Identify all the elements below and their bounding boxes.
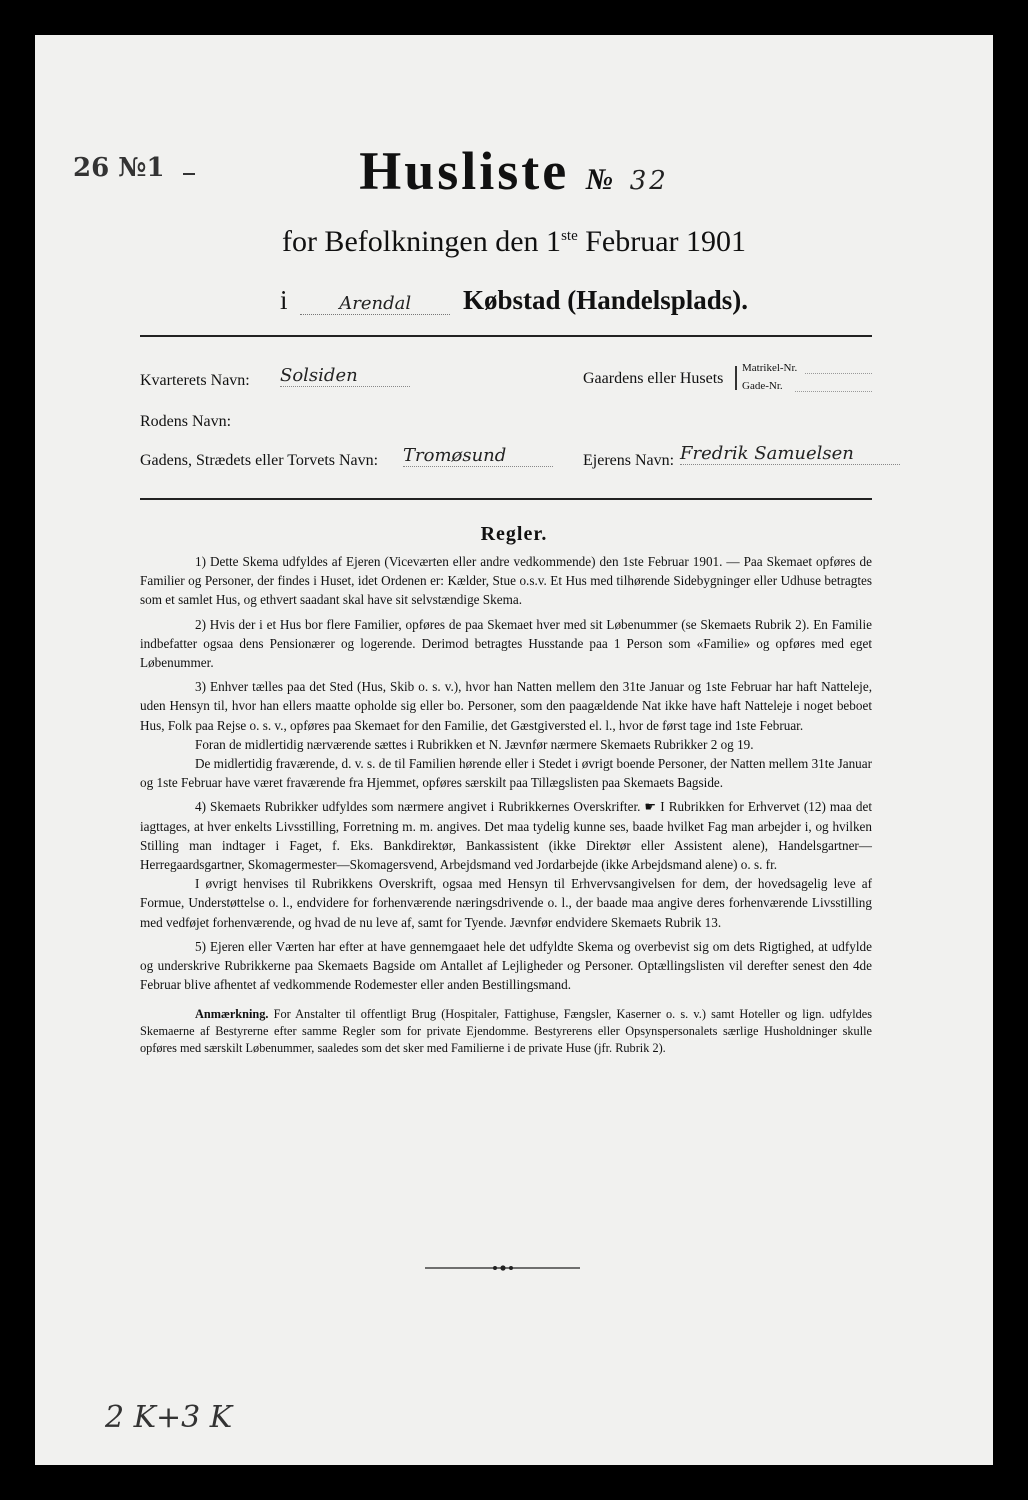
rule-1: 1) Dette Skema udfyldes af Ejeren (Viceværten eller andre vedkommende) den 1ste Februar 1901. — Paa Skemaet opføres de Familier og Personer, der findes i Huset, idet Ordenen er: Kælder, Stue o.s.v. Et Hus med tilhørende Sidebygninger eller Udhuse betragtes som et samlet Hus, og ethvert saadant skal have sit selvstændige Skema. [140,554,872,608]
town-value: Arendal [300,293,450,315]
town-line [35,285,993,316]
census-form-sheet [35,35,993,1465]
rule-4: 4) Skemaets Rubrikker udfyldes som nærmere angivet i Rubrikkernes Overskrifter. ☛ I Rubrikken for Erhvervet (12) maa det iagttages, at hver enkelts Livsstilling, Forretning m. m. angives. Det maa tydelig kunne ses, baade hvilket Fag man arbejder i, og hvilken Stilling man indtager i Faget, f. Eks. Bankdirektør, Bankassistent (ikke Direktør eller Assistent alene), Handelsgartner—Herregaardsgartner, Skomagermester—Skomagersvend, Arbejdsmand ved Jordarbejde (ikke Arbejdsmand alene) o. s. fr. [140,799,872,873]
rode-label: Rodens Navn: [140,413,232,430]
handwritten-note: 2 K+3 K [105,1400,233,1435]
town-prefix: i [279,285,288,315]
matrikel-label: Matrikel-Nr. [742,362,798,374]
town-suffix: Købstad (Handelsplads). [462,285,749,315]
subtitle-year: Februar 1901 [577,225,747,258]
gade-label: Gadens, Strædets eller Torvets Navn: [140,452,379,469]
gaard-label: Gaardens eller Husets [583,370,724,387]
matrikel-field [805,373,872,374]
gade-value: Tromøsund [403,445,553,467]
subtitle-sup: ste [561,228,578,244]
gaard-brace [735,366,737,390]
rules-heading: Regler. [480,523,548,545]
fields-rule [140,498,872,500]
left-stamp: 26 №1 [73,153,165,183]
ornament-divider [425,1263,580,1273]
rule-3-n: Foran de midlertidig nærværende sættes i Rubrikken et N. Jævnfør nærmere Skemaets Rubrikker 2 og 19. [195,736,754,752]
form-subtitle [35,225,993,259]
rule-5: 5) Ejeren eller Værten har efter at have gennemgaaet hele det udfyldte Skema og overbevist sig om dets Rigtighed, at udfylde og underskrive Rubrikkerne paa Skemaets Bagside om Antallet af Lejligheder og Personer. Optællingslisten vil derefter senest den 4de Februar blive afhentet af vedkommende Rodemester eller anden Bestillingsmand. [140,938,872,993]
rule-3-absent: De midlertidig fraværende, d. v. s. de til Familien hørende eller i Stedet i øvrigt boende Personer, der Natten mellem 31te Januar og 1ste Februar have været fraværende fra Hjemmet, opføres særskilt paa Tillægslisten paa Skemaets Bagside. [140,756,872,791]
form-title [35,140,993,202]
kvarter-label: Kvarterets Navn: [140,372,250,389]
subtitle-text: for Befolkningen den 1 [281,225,562,258]
rule-3: 3) Enhver tælles paa det Sted (Hus, Skib o. s. v.), hvor han Natten mellem den 31te Januar og 1ste Februar har haft Natteleje, uden Hensyn til, hvor han ellers maatte opholde sig eller bo. Personer, som den paagældende Nat ikke have haft Natteleje i noget beboet Hus, Folk paa Rejse o. s. v., opføres paa Skemaet for den Familie, det Gæstgiversted el. l., hvor de først tage ind 1ste Februar. [140,679,872,733]
note-label: Anmærkning. [195,1007,269,1022]
title-text: Husliste [359,141,570,201]
rule-2: 2) Hvis der i et Hus bor flere Familier, opføres de paa Skemaet hver med sit Løbenummer (se Skemaets Rubrik 2). En Familie indbefatter ogsaa dens Pensionærer og logerende. Derimod betragtes Husstande paa 1 Person som «Familie» og opføres med eget Løbenummer. [140,616,872,671]
rule-4-more: I øvrigt henvises til Rubrikkens Overskrift, ogsaa med Hensyn til Erhvervsangivelsen for dem, der hovedsagelig leve af Formue, Understøttelse o. l., endvidere for forhenværende næringsdrivende o. l., der baade maa angive deres forhenværende Livsstilling med vedføjet forhenværende, og hvad de nu leve af, samt for Tyende. Jævnfør endvidere Skemaets Rubrik 13. [140,876,872,930]
kvarter-value: Solsiden [280,365,410,387]
gade-nr-field [795,391,872,392]
rules-text [140,552,872,1062]
gade-nr-label: Gade-Nr. [742,380,783,392]
top-rule [140,335,872,337]
note-text: For Anstalter til offentligt Brug (Hospitaler, Fattighuse, Fængsler, Kaserner o. s. v.) samt Hoteller og lign. udfyldes Skemaerne af Bestyrerne efter samme Regler som for private Ejendomme. Bestyrerens eller Opsynspersonalets særlige Husholdninger skulle opføres med særskilt Løbenummer, saaledes som det sker med Familierne i de private Huse (jfr. Rubrik 2). [140,1007,872,1056]
eier-label: Ejerens Navn: [583,452,675,469]
house-number: 32 [629,166,669,196]
note [140,1006,872,1057]
number-label: № [585,163,614,196]
eier-value: Fredrik Samuelsen [680,443,900,465]
